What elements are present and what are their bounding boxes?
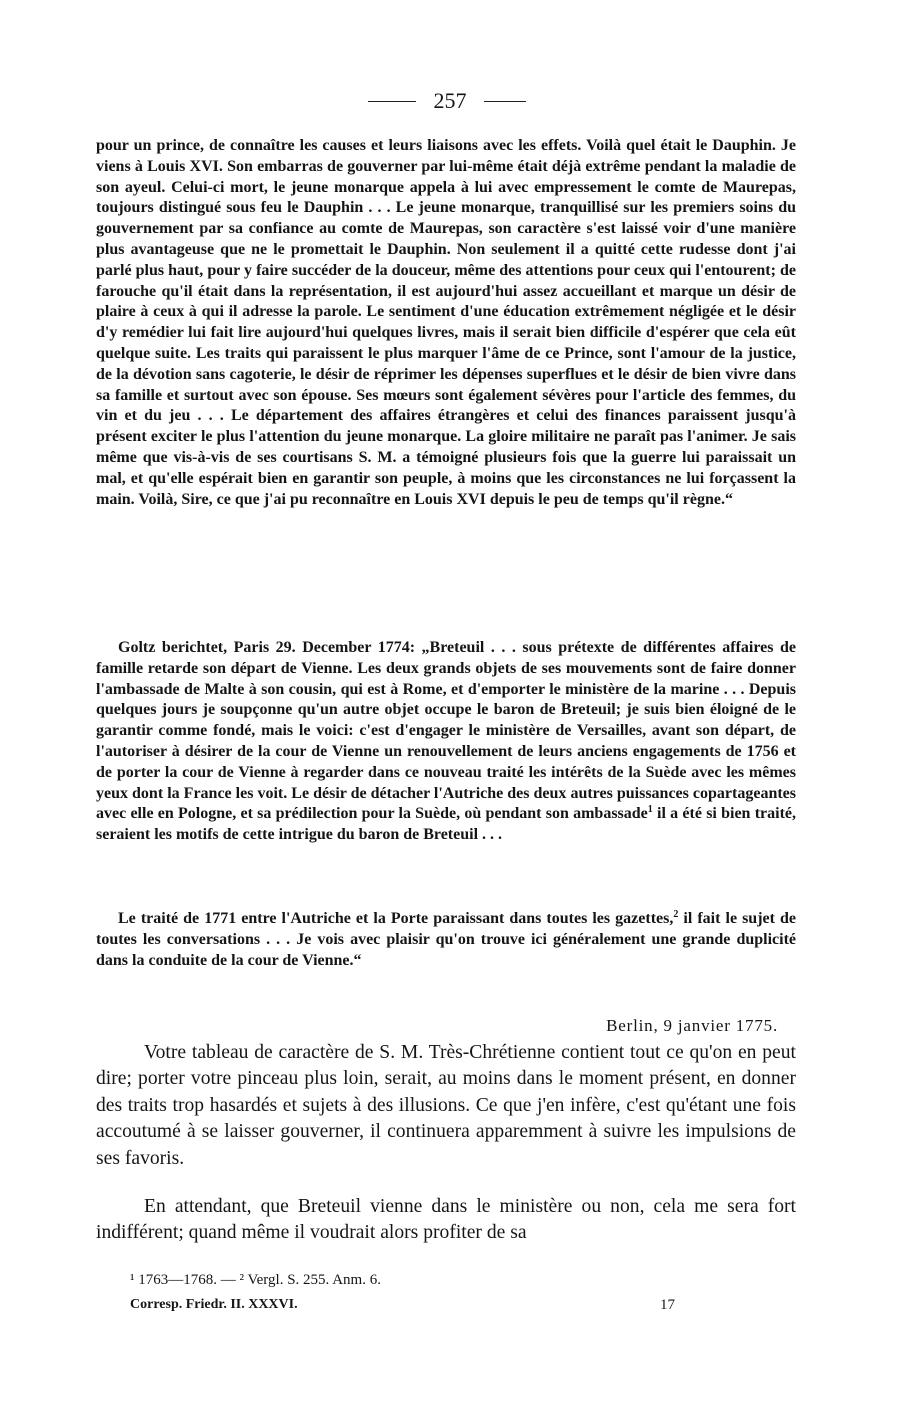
letter-date-line: Berlin, 9 janvier 1775. — [606, 1016, 778, 1035]
source-reference: Corresp. Friedr. II. XXXVI. — [130, 1297, 298, 1312]
paragraph-goltz-report — [96, 638, 796, 846]
paragraph-traite-1771 — [96, 909, 796, 971]
footnote-mark-2: 2 — [673, 909, 679, 920]
paragraph-goltz-text-b: il a été si bien traité, seraient les motifs de cette intrigue du baron de Breteuil . . . — [96, 805, 796, 844]
page-number: 257 — [433, 88, 467, 113]
page-header — [0, 84, 900, 118]
paragraph-traite-text-a: Le traité de 1771 entre l'Autriche et la Porte paraissant dans toutes les gazettes, — [118, 910, 674, 927]
footnotes: ¹ 1763—1768. — ² Vergl. S. 255. Anm. 6. — [130, 1272, 381, 1288]
paragraph-letter-continuation: pour un prince, de connaître les causes et leurs liaisons avec les effets. Voilà quel était le Dauphin. Je viens à Louis XVI. Son embarras de gouverner par lui-même était déjà extrême pendant la maladie de son ayeul. Celui-ci mort, le jeune monarque appela à lui avec empressement le comte de Maurepas, toujours distingué sous feu le Dauphin . . . Le jeune monarque, tranquillisé sur les premiers soins du gouvernement par sa confiance au comte de Maurepas, son caractère s'est laissé voir d'une manière plus avantageuse que ne le promettait le Dauphin. Non seulement il a quitté cette rudesse dont j'ai parlé plus haut, pour y faire succéder de la douceur, même des attentions pour ceux qui l'entourent; de farouche qu'il était dans la représentation, il est aujourd'hui assez accueillant et marque un désir de plaire à ceux à qui il adresse la parole. Le sentiment d'une éducation extrêmement négligée et le désir d'y remédier lui fait lire aujourd'hui quelques livres, mais il serait bien difficile d'espérer que cela eût quelque suite. Les traits qui paraissent le plus marquer l'âme de ce Prince, sont l'amour de la justice, de la dévotion sans cagoterie, le désir de réprimer les dépenses superflues et le désir de bien vivre dans sa famille et surtout avec son épouse. Ses mœurs sont également sévères pour l'article des femmes, du vin et du jeu . . . Le département des affaires étrangères et celui des finances paraissent jusqu'à présent exciter le plus l'attention du jeune monarque. La gloire militaire ne paraît pas l'animer. Je sais même que vis-à-vis de ses courtisans S. M. a témoigné plusieurs fois que la guerre lui paraissait un mal, et qu'elle espérait bien en garantir son peuple, à moins que les circonstances ne lui forçassent la main. Voilà, Sire, ce que j'ai pu reconnaître en Louis XVI depuis le peu de temps qu'il règne.“ — [96, 137, 796, 508]
footnote-mark-1: 1 — [647, 804, 653, 816]
header-rule-left — [368, 101, 416, 102]
paragraph-traite-text-b: il fait le sujet de toutes les conversations . . . Je vois avec plaisir qu'on trouve ici généralement une grande duplicité dans la conduite de la cour de Vienne.“ — [96, 910, 797, 969]
paragraph-reply-breteuil: En attendant, que Breteuil vienne dans le ministère ou non, cela me sera fort indifférent; quand même il voudrait alors profiter de sa — [96, 1196, 796, 1244]
paragraph-goltz-text-a: Goltz berichtet, Paris 29. December 1774: „Breteuil . . . sous prétexte de différentes affaires de famille retarde son départ de Vienne. Les deux grands objets de ses mouvements sont de faire donner l'ambassade de Malte à son cousin, qui est à Rome, et d'emporter le ministère de la marine . . . Depuis quelques jours je soupçonne qu'un autre objet occupe le baron de Breteuil; je suis bien éloigné de le garantir comme fondé, mais le voici: c'est d'engager le ministère de Versailles, avant son départ, de l'autoriser à désirer de la cour de Vienne un renouvellement de leurs anciens engagements de 1756 et de porter la cour de Vienne à regarder dans ce nouveau traité les intérêts de la Suède avec les mêmes yeux dont la France les voit. Le désir de détacher l'Autriche des deux autres puissances copartageantes avec elle en Pologne, et sa prédilection pour la Suède, où pendant son ambassade — [96, 639, 796, 823]
signature-mark: 17 — [660, 1297, 675, 1313]
paragraph-reply-tableau: Votre tableau de caractère de S. M. Très-Chrétienne contient tout ce qu'on en peut dire; porter votre pinceau plus loin, serait, au moins dans le moment présent, en donner des traits trop hasardés et sujets à des illusions. Ce que j'en infère, c'est qu'étant une fois accoutumé à se laisser gouverner, il continuera apparemment à suivre les impulsions de ses favoris. — [96, 1042, 796, 1169]
header-rule-right — [484, 101, 526, 102]
